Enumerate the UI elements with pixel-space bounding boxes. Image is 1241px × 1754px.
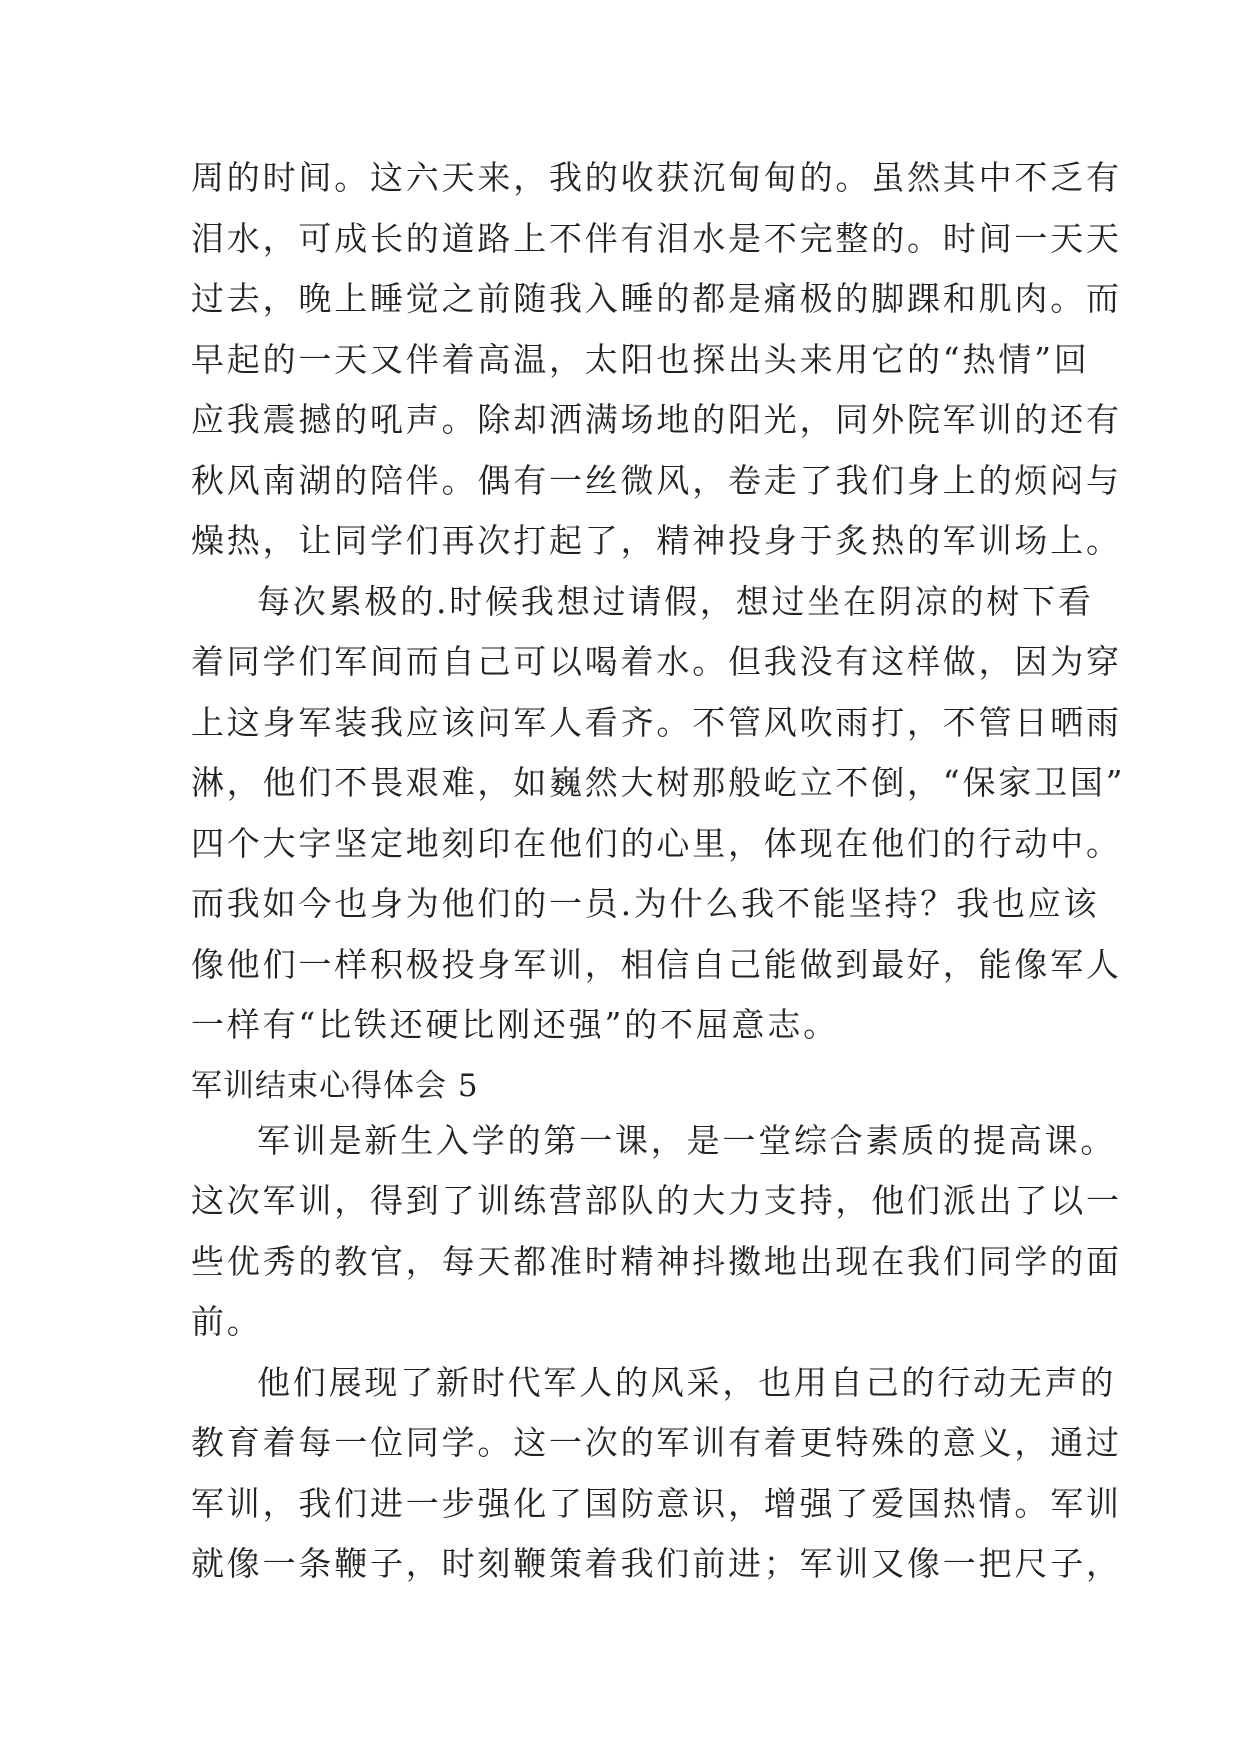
text-line: 而我如今也身为他们的一员.为什么我不能坚持？我也应该 bbox=[191, 884, 1100, 923]
text-line: 着同学们军间而自己可以喝着水。但我没有这样做，因为穿 bbox=[191, 642, 1122, 681]
text-line: 前。 bbox=[191, 1302, 263, 1341]
text-line: 像他们一样积极投身军训，相信自己能做到最好，能像军人 bbox=[191, 944, 1122, 984]
section-heading: 军训结束心得体会 5 bbox=[191, 1067, 479, 1104]
text-line: 四个大字坚定地刻印在他们的心里，体现在他们的行动中。 bbox=[191, 823, 1122, 863]
text-line: 些优秀的教官，每天都准时精神抖擞地出现在我们同学的面 bbox=[191, 1241, 1122, 1281]
text-line: 秋风南湖的陪伴。偶有一丝微风，卷走了我们身上的烦闷与 bbox=[191, 460, 1122, 500]
paragraph bbox=[191, 158, 1122, 584]
text-line: 过去，晚上睡觉之前随我入睡的都是痛极的脚踝和肌肉。而 bbox=[191, 279, 1122, 318]
text-line: 燥热，让同学们再次打起了，精神投身于炙热的军训场上。 bbox=[191, 521, 1122, 560]
text-line: 教育着每一位同学。这一次的军训有着更特殊的意义，通过 bbox=[191, 1423, 1122, 1462]
text-line: 泪水，可成长的道路上不伴有泪水是不完整的。时间一天天 bbox=[191, 218, 1122, 258]
document-body bbox=[191, 158, 1126, 1607]
text-line: 每次累极的.时候我想过请假，想过坐在阴凉的树下看 bbox=[257, 581, 1094, 621]
text-line: 周的时间。这六天来，我的收获沉甸甸的。虽然其中不乏有 bbox=[191, 158, 1122, 197]
text-line: 他们展现了新时代军人的风采，也用自己的行动无声的 bbox=[257, 1362, 1117, 1402]
text-line: 一样有“比铁还硬比刚还强”的不屈意志。 bbox=[191, 1005, 839, 1044]
text-line: 淋，他们不畏艰难，如巍然大树那般屹立不倒，“保家卫国” bbox=[191, 763, 1126, 802]
text-line: 早起的一天又伴着高温，太阳也探出头来用它的“热情”回 bbox=[191, 339, 1090, 379]
paragraph bbox=[191, 1120, 1122, 1365]
text-line: 军训，我们进一步强化了国防意识，增强了爱国热情。军训 bbox=[191, 1483, 1122, 1523]
paragraph bbox=[191, 581, 1126, 1068]
text-line: 应我震撼的吼声。除却洒满场地的阳光，同外院军训的还有 bbox=[191, 400, 1122, 439]
paragraph bbox=[191, 1362, 1122, 1607]
text-line: 军训是新生入学的第一课，是一堂综合素质的提高课。 bbox=[257, 1120, 1117, 1160]
text-line: 就像一条鞭子，时刻鞭策着我们前进；军训又像一把尺子， bbox=[191, 1544, 1122, 1583]
text-line: 上这身军装我应该问军人看齐。不管风吹雨打，不管日晒雨 bbox=[191, 702, 1122, 742]
text-line: 这次军训，得到了训练营部队的大力支持，他们派出了以一 bbox=[191, 1181, 1122, 1220]
